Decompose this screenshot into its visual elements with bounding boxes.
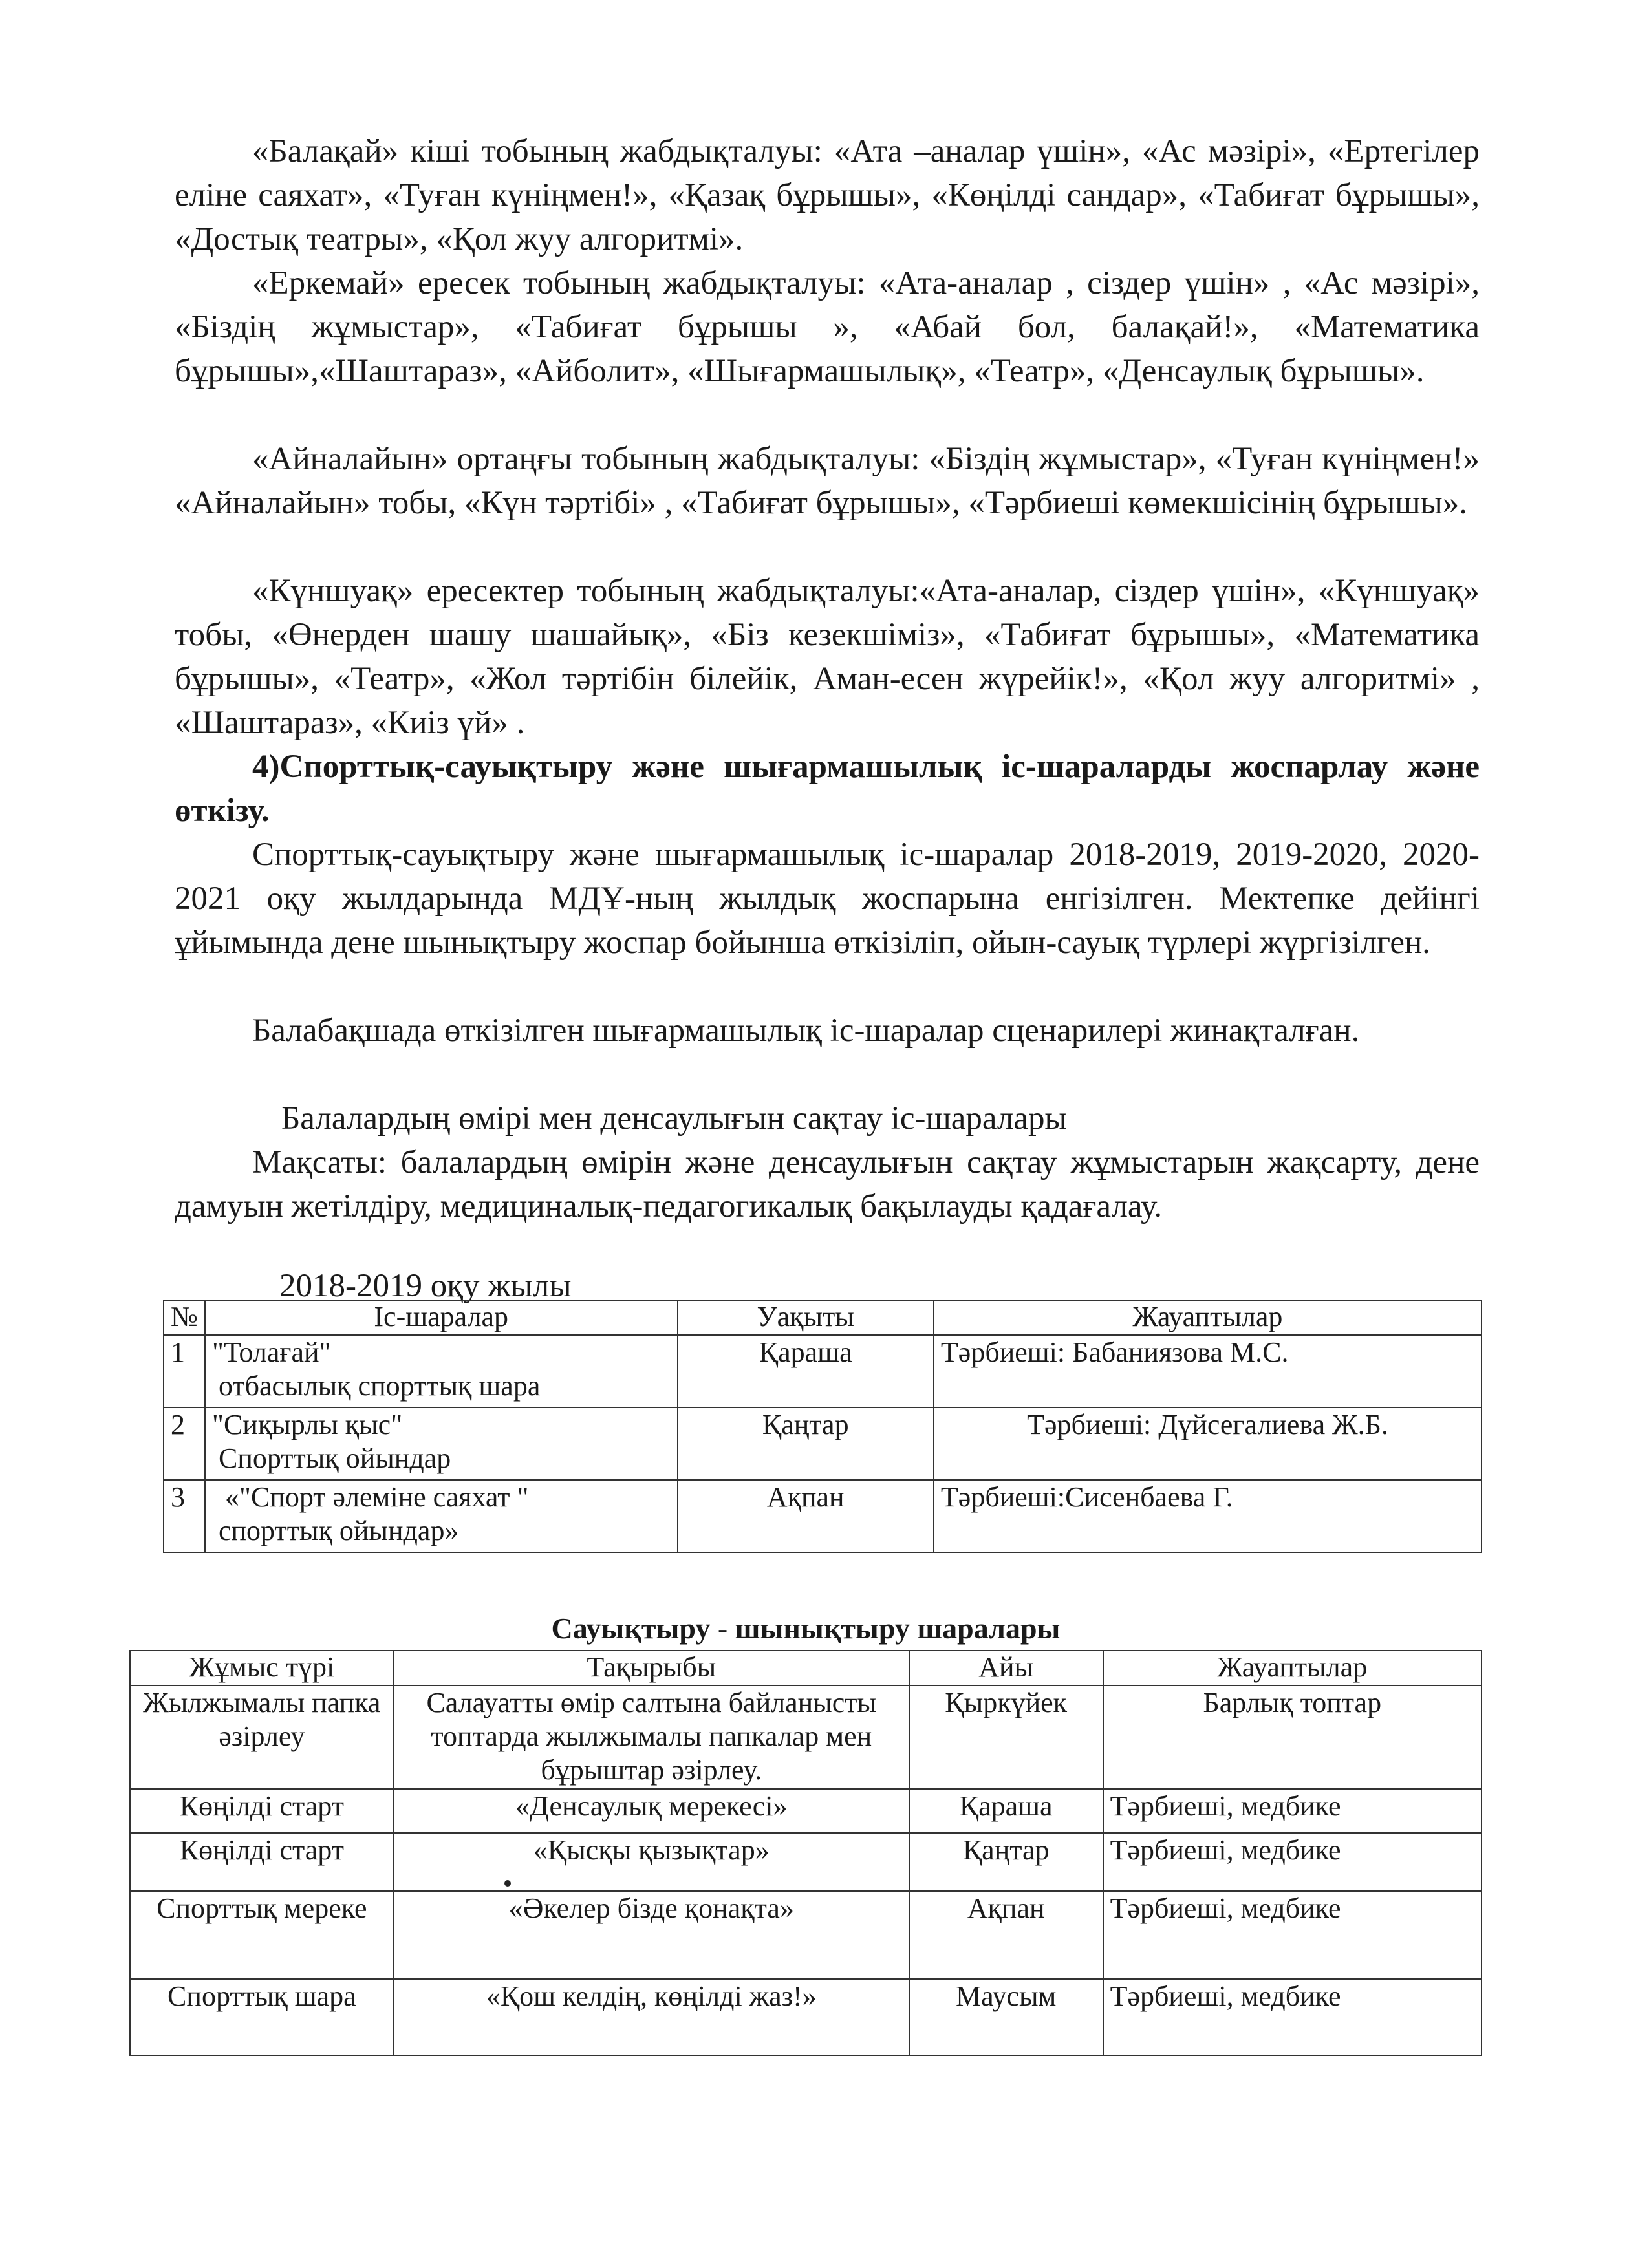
- work-responsible: Тәрбиеші, медбике: [1103, 1833, 1482, 1891]
- paragraph-goal: Мақсаты: балалардың өмірін және денсаулығын сақтау жұмыстарын жақсарту, дене дамуын жетілдіру, медициналық-педагогикалық бақылауды қадағалау.: [175, 1144, 1480, 1225]
- event-time: Қараша: [678, 1335, 934, 1407]
- header-topic: Тақырыбы: [394, 1651, 909, 1685]
- table-header-row: [164, 1300, 1482, 1335]
- event-name: [205, 1335, 678, 1407]
- table-row: [130, 1685, 1482, 1789]
- work-type: Спорттық шара: [130, 1979, 394, 2055]
- work-month: Қаңтар: [909, 1833, 1103, 1891]
- work-responsible: Тәрбиеші, медбике: [1103, 1891, 1482, 1979]
- event-responsible: Тәрбиеші:Сисенбаева Г.: [934, 1480, 1482, 1552]
- event-time: Ақпан: [678, 1480, 934, 1552]
- scan-speck: [504, 1880, 511, 1887]
- event-name: [205, 1480, 678, 1552]
- event-title: "Толағай": [211, 1336, 331, 1368]
- paragraph-balakai: «Балақай» кіші тобының жабдықталуы: «Ата –аналар үшін», «Ас мәзірі», «Ертегілер еліне саяхат», «Туған күніңмен!», «Қазақ бұрышы», «Көңілді сандар», «Табиғат бұрышы», «Достық театры», «Қол жуу алгоритмі».: [175, 133, 1480, 257]
- header-number: №: [164, 1300, 205, 1335]
- events-table: [163, 1300, 1482, 1553]
- work-topic: «Денсаулық мерекесі»: [394, 1789, 909, 1833]
- table-row: [164, 1407, 1482, 1480]
- work-responsible: Тәрбиеші, медбике: [1103, 1789, 1482, 1833]
- work-month: Ақпан: [909, 1891, 1103, 1979]
- event-name: [205, 1407, 678, 1480]
- event-responsible: Тәрбиеші: Дүйсегалиева Ж.Б.: [934, 1407, 1482, 1480]
- work-month: Қараша: [909, 1789, 1103, 1833]
- table-row: [130, 1833, 1482, 1891]
- work-responsible: Тәрбиеші, медбике: [1103, 1979, 1482, 2055]
- event-responsible: Тәрбиеші: Бабаниязова М.С.: [934, 1335, 1482, 1407]
- work-month: Қыркүйек: [909, 1685, 1103, 1789]
- work-type: Көңілді старт: [130, 1833, 394, 1891]
- header-month: Айы: [909, 1651, 1103, 1685]
- event-subtitle: спорттық ойындар»: [218, 1515, 459, 1546]
- work-type: Көңілді старт: [130, 1789, 394, 1833]
- paragraph-kunshuaq: «Күншуақ» ересектер тобының жабдықталуы:«Ата-аналар, сіздер үшін», «Күншуақ» тобы, «Өнерден шашу шашайық», «Біз кезекшіміз», «Табиғат бұрышы», «Математика бұрышы», «Театр», «Жол тәртібін білейік, Аман-есен жүрейік!», «Қол жуу алгоритмі» , «Шаштараз», «Киіз үй» .: [175, 573, 1480, 741]
- health-activities-title: Сауықтыру - шынықтыру шаралары: [551, 1612, 1061, 1645]
- work-topic: «Қысқы қызықтар»: [394, 1833, 909, 1891]
- paragraph-scenarios: Балабақшада өткізілген шығармашылық іс-шаралар сценарилері жинақталған.: [252, 1012, 1360, 1049]
- row-number: 2: [164, 1407, 205, 1480]
- event-subtitle: отбасылық спорттық шара: [218, 1370, 541, 1402]
- table-row: [130, 1891, 1482, 1979]
- row-number: 3: [164, 1480, 205, 1552]
- work-type: Жылжымалы папка әзірлеу: [130, 1685, 394, 1789]
- academic-year-label: 2018-2019 оқу жылы: [279, 1268, 572, 1304]
- header-time: Уақыты: [678, 1300, 934, 1335]
- table-row: [164, 1335, 1482, 1407]
- row-number: 1: [164, 1335, 205, 1407]
- work-topic: «Қош келдің, көңілді жаз!»: [394, 1979, 909, 2055]
- work-responsible: Барлық топтар: [1103, 1685, 1482, 1789]
- paragraph-erkemai: «Еркемай» ересек тобының жабдықталуы: «Ата-аналар , сіздер үшін» , «Ас мәзірі», «Біздің жұмыстар», «Табиғат бұрышы », «Абай бол, балақай!», «Математика бұрышы»,«Шаштараз», «Айболит», «Шығармашылық», «Театр», «Денсаулық бұрышы».: [175, 265, 1480, 389]
- health-title: Балалардың өмірі мен денсаулығын сақтау іс-шаралары: [281, 1100, 1067, 1137]
- event-time: Қаңтар: [678, 1407, 934, 1480]
- paragraph-ainalaiyn: «Айналайын» ортаңғы тобының жабдықталуы: «Біздің жұмыстар», «Туған күніңмен!» «Айналайын» тобы, «Күн тәртібі» , «Табиғат бұрышы», «Тәрбиеші көмекшісінің бұрышы».: [175, 441, 1480, 521]
- paragraph-sport-plan: Спорттық-сауықтыру және шығармашылық іс-шаралар 2018-2019, 2019-2020, 2020-2021 оқу жылдарында МДҰ-ның жылдық жоспарына енгізілген. Мектепке дейінгі ұйымында дене шынықтыру жоспар бойынша өткізіліп, ойын-сауық түрлері жүргізілген.: [175, 837, 1480, 961]
- health-activities-table: [129, 1650, 1482, 2056]
- event-title: "Сиқырлы қыс": [211, 1409, 403, 1440]
- header-responsible: Жауаптылар: [1103, 1651, 1482, 1685]
- event-subtitle: Спорттық ойындар: [218, 1442, 451, 1474]
- table-header-row: [130, 1651, 1482, 1685]
- table-row: [130, 1789, 1482, 1833]
- event-title: «"Спорт әлеміне саяхат ": [224, 1481, 529, 1513]
- header-events: Іс-шаралар: [205, 1300, 678, 1335]
- table-row: [164, 1480, 1482, 1552]
- work-type: Спорттық мереке: [130, 1891, 394, 1979]
- header-work-type: Жұмыс түрі: [130, 1651, 394, 1685]
- work-topic: «Әкелер бізде қонақта»: [394, 1891, 909, 1979]
- work-month: Маусым: [909, 1979, 1103, 2055]
- table-row: [130, 1979, 1482, 2055]
- section-heading-4: 4)Спорттық-сауықтыру және шығармашылық іс-шараларды жоспарлау және өткізу.: [175, 749, 1480, 829]
- work-topic: Салауатты өмір салтына байланысты топтарда жылжымалы папкалар мен бұрыштар әзірлеу.: [394, 1685, 909, 1789]
- header-responsible: Жауаптылар: [934, 1300, 1482, 1335]
